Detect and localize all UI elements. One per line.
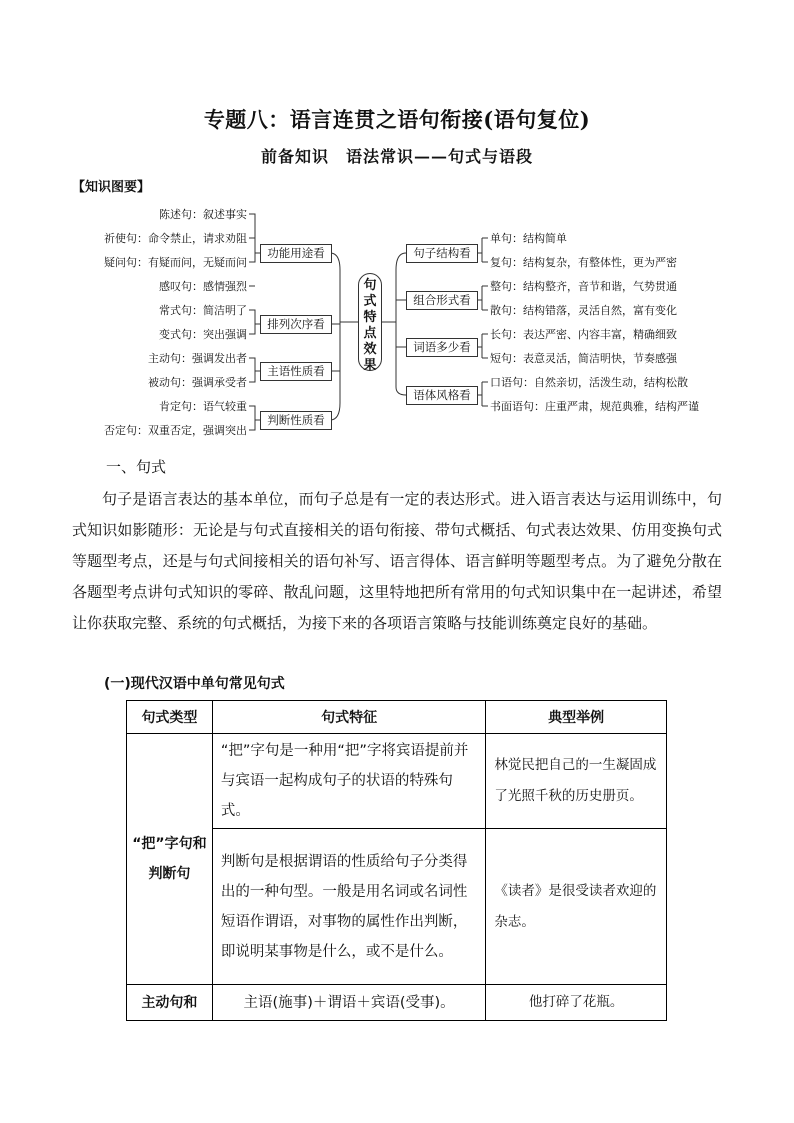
leaf-interrogative: 疑问句：有疑而问，无疑而问 xyxy=(104,256,247,269)
page-title: 专题八：语言连贯之语句衔接(语句复位) xyxy=(203,107,591,132)
category-structure: 句子结构看 xyxy=(406,244,478,263)
cell-feature-judgment: 判断句是根据谓语的性质给句子分类得出的一种句型。一般是用名词或名词性短语作谓语，对事物的属性作出判断，即说明某事物是什么，或不是什么。 xyxy=(212,829,485,985)
subsection-heading: (一)现代汉语中单句常见句式 xyxy=(104,676,285,692)
leaf-passive: 被动句：强调承受者 xyxy=(148,376,247,389)
sentence-pattern-table xyxy=(126,700,667,1021)
header-example: 典型举例 xyxy=(486,701,667,734)
cell-type-ba-judgment: “把”字句和判断句 xyxy=(127,734,213,985)
table-row xyxy=(127,734,667,829)
category-order: 排列次序看 xyxy=(260,315,332,334)
leaf-colloquial: 口语句：自然亲切，活泼生动，结构松散 xyxy=(490,376,688,389)
leaf-imperative: 祈使句：命令禁止，请求劝阻 xyxy=(104,232,247,245)
category-combination: 组合形式看 xyxy=(406,291,478,310)
leaf-loose: 散句：结构错落，灵活自然，富有变化 xyxy=(490,304,677,317)
leaf-exclamatory: 感叹句：感情强烈 xyxy=(159,280,247,293)
leaf-simple: 单句：结构简单 xyxy=(490,232,567,245)
table-row xyxy=(127,985,667,1021)
leaf-parallel: 整句：结构整齐，音节和谐，气势贯通 xyxy=(490,280,677,293)
table-header-row xyxy=(127,701,667,734)
center-node: 句式特点效果 xyxy=(358,273,382,371)
header-feature: 句式特征 xyxy=(212,701,485,734)
leaf-written: 书面语句：庄重严肃，规范典雅，结构严谨 xyxy=(490,400,699,413)
category-judgment: 判断性质看 xyxy=(260,411,332,430)
leaf-affirmative: 肯定句：语气较重 xyxy=(159,400,247,413)
leaf-declarative: 陈述句：叙述事实 xyxy=(159,208,247,221)
leaf-long: 长句：表达严密、内容丰富，精确细致 xyxy=(490,328,677,341)
category-subject: 主语性质看 xyxy=(260,362,332,381)
intro-paragraph: 句子是语言表达的基本单位，而句子总是有一定的表达形式。进入语言表达与运用训练中，句式知识如影随形：无论是与句式直接相关的语句衔接、带句式概括、句式表达效果、仿用变换句式等题型考点，还是与句式间接相关的语句补写、语言得体、语言鲜明等题型考点。为了避免分散在各题型考点讲句式知识的零碎、散乱问题，这里特地把所有常用的句式知识集中在一起讲述，希望让你获取完整、系统的句式概括，为接下来的各项语言策略与技能训练奠定良好的基础。 xyxy=(72,490,722,632)
leaf-complex: 复句：结构复杂，有整体性，更为严密 xyxy=(490,256,677,269)
cell-feature-ba: “把”字句是一种用“把”字将宾语提前并与宾语一起构成句子的状语的特殊句式。 xyxy=(212,734,485,829)
leaf-negative: 否定句：双重否定，强调突出 xyxy=(104,424,247,437)
cell-example-judgment: 《读者》是很受读者欢迎的杂志。 xyxy=(486,829,667,985)
category-length: 词语多少看 xyxy=(406,338,478,357)
section-heading-sentence-patterns: 一、句式 xyxy=(106,458,167,476)
leaf-inverted-order: 变式句：突出强调 xyxy=(159,328,247,341)
category-function: 功能用途看 xyxy=(260,244,332,263)
page-subtitle: 前备知识 语法常识——句式与语段 xyxy=(260,147,533,166)
leaf-active: 主动句：强调发出者 xyxy=(148,352,247,365)
leaf-short: 短句：表意灵活，简洁明快，节奏感强 xyxy=(490,352,677,365)
category-register: 语体风格看 xyxy=(406,386,478,405)
cell-example-ba: 林觉民把自己的一生凝固成了光照千秋的历史册页。 xyxy=(486,734,667,829)
cell-feature-active: 主语(施事)＋谓语＋宾语(受事)。 xyxy=(212,985,485,1021)
leaf-normal-order: 常式句：简洁明了 xyxy=(159,304,247,317)
section-tag: 【知识图要】 xyxy=(72,180,151,195)
cell-example-active: 他打碎了花瓶。 xyxy=(486,985,667,1021)
cell-type-active: 主动句和 xyxy=(127,985,213,1021)
header-type: 句式类型 xyxy=(127,701,213,734)
